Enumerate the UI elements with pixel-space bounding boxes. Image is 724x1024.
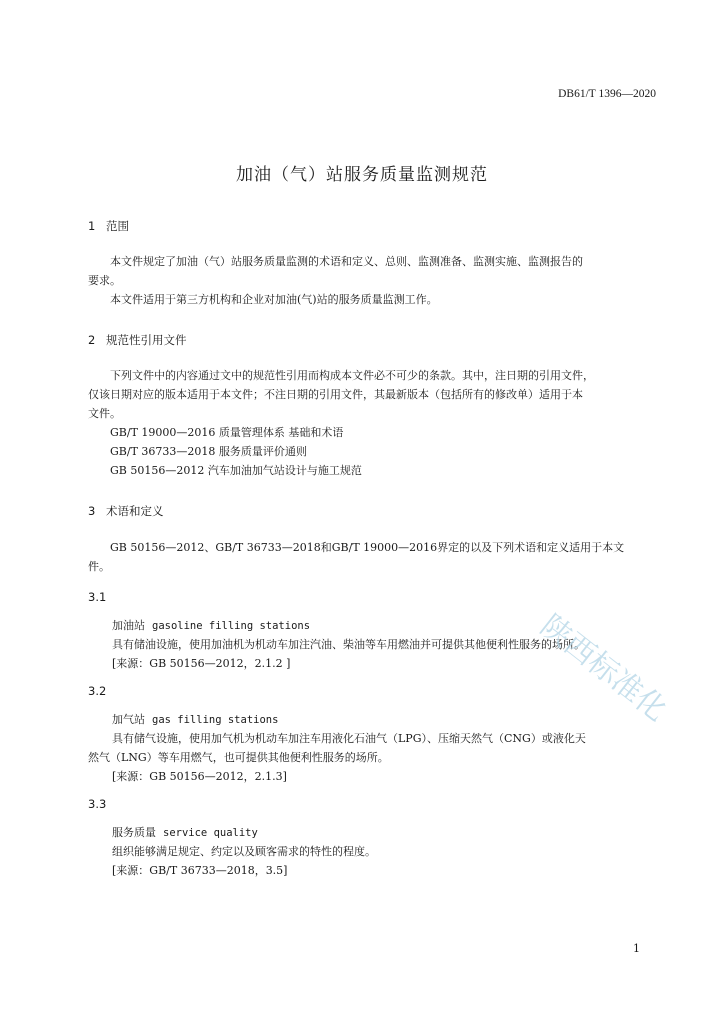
section-1-heading [88,218,129,234]
paragraph-line: GB 50156—2012、GB/T 36733—2018和GB/T 19000—2016界定的以及下列术语和定义适用于本文 [110,541,625,554]
clause-number: 3.2 [88,684,107,698]
term-entry [112,711,278,727]
reference-item: GB/T 19000—2016 质量管理体系 基础和术语 [110,426,344,439]
term-zh: 服务质量 [112,826,156,839]
section-2-body [88,366,658,480]
term-definition: 具有储气设施，使用加气机为机动车加注车用液化石油气（LPG）、压缩天然气（CNG）或液化天 [112,732,586,745]
term-definition: 组织能够满足规定、约定以及顾客需求的特性的程度。 [112,845,376,858]
section-title: 范围 [106,219,129,233]
watermark: 陕西标准化 [533,608,674,729]
section-number: 2 [88,333,96,347]
page-number: 1 [633,942,640,955]
section-number: 1 [88,219,96,233]
term-en: gasoline filling stations [152,620,311,632]
reference-item: GB/T 36733—2018 服务质量评价通则 [110,445,307,458]
section-title: 规范性引用文件 [106,333,187,347]
reference-item: GB 50156—2012 汽车加油加气站设计与施工规范 [110,464,362,477]
term-source: [来源：GB/T 36733—2018，3.5] [112,864,288,877]
section-number: 3 [88,504,96,518]
section-1-body [88,252,658,309]
term-en: gas filling stations [152,714,279,726]
paragraph-line: 下列文件中的内容通过文中的规范性引用而构成本文件必不可少的条款。其中，注日期的引用文件， [110,369,594,382]
section-3-heading [88,503,164,519]
clause-number: 3.3 [88,797,107,811]
paragraph-line: 要求。 [88,274,121,287]
paragraph: 本文件适用于第三方机构和企业对加油(气)站的服务质量监测工作。 [110,293,438,306]
paragraph-line: 件。 [88,560,110,573]
section-3-intro [88,538,658,576]
term-en: service quality [163,827,258,839]
page-title: 加油（气）站服务质量监测规范 [236,165,488,185]
section-title: 术语和定义 [106,504,164,518]
term-source: [来源：GB 50156—2012，2.1.2 ] [112,657,291,670]
term-source: [来源：GB 50156—2012，2.1.3] [112,770,287,783]
paragraph-line: 文件。 [88,407,121,420]
clause-number: 3.1 [88,590,107,604]
standard-code: DB61/T 1396—2020 [558,88,656,100]
term-definition-cont: 然气（LNG）等车用燃气，也可提供其他便利性服务的场所。 [88,751,389,764]
term-entry [112,617,310,633]
term-zh: 加气站 [112,713,145,726]
paragraph-line: 本文件规定了加油（气）站服务质量监测的术语和定义、总则、监测准备、监测实施、监测报告的 [110,255,583,268]
paragraph-line: 仅该日期对应的版本适用于本文件；不注日期的引用文件，其最新版本（包括所有的修改单）适用于本 [88,388,583,401]
term-definition: 具有储油设施，使用加油机为机动车加注汽油、柴油等车用燃油并可提供其他便利性服务的场所。 [112,638,585,651]
term-entry [112,824,258,840]
term-zh: 加油站 [112,619,145,632]
section-2-heading [88,332,187,348]
